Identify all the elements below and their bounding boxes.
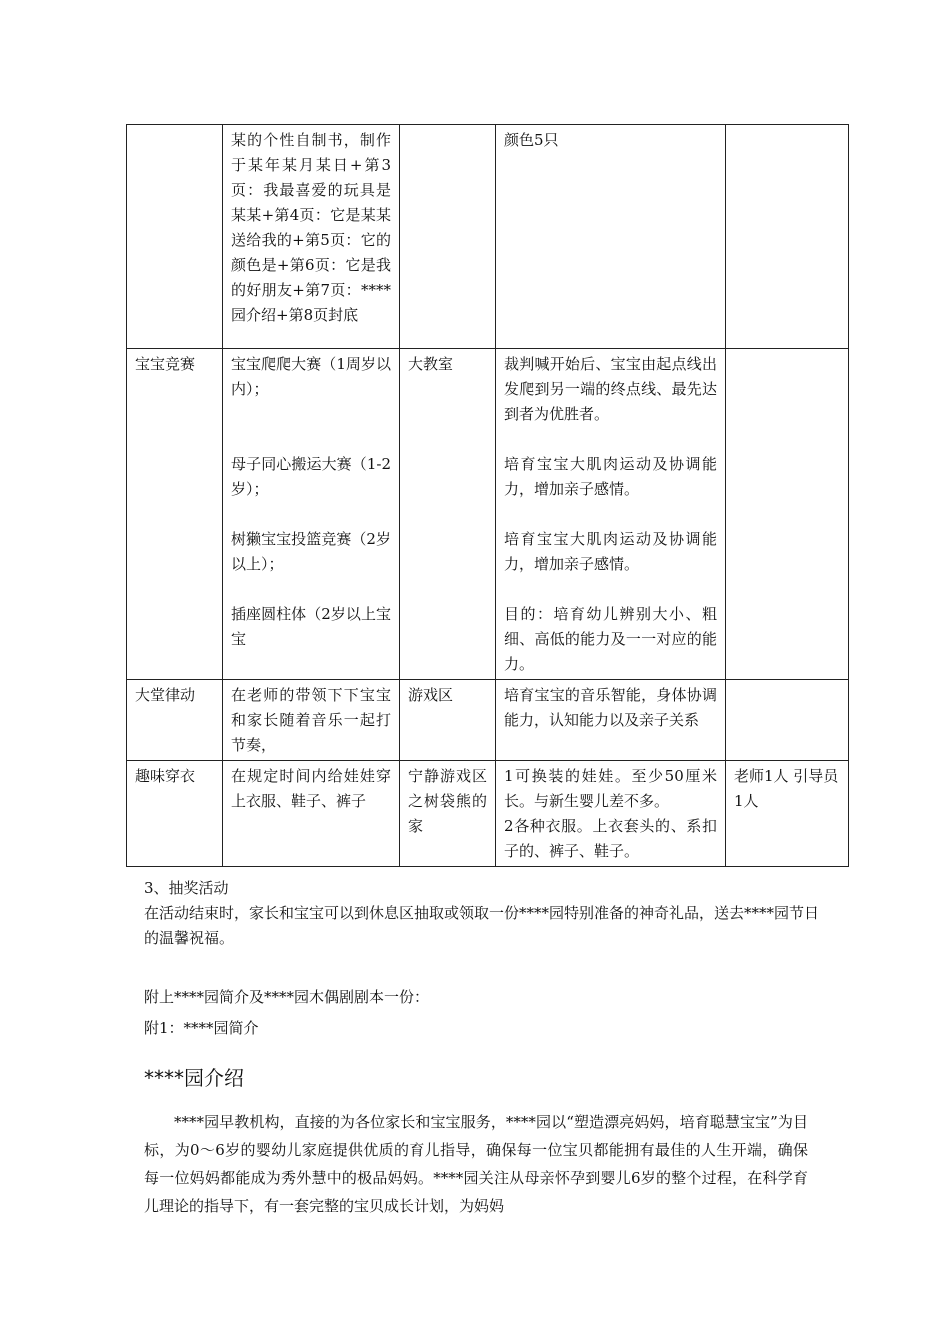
activity-details-cell [496,680,726,761]
intro-paragraph: ****园早教机构，直接的为各位家长和宝宝服务，****园以“塑造漂亮妈妈，培育聪慧宝宝”为目标，为0～6岁的婴幼儿家庭提供优质的育儿指导，确保每一位宝贝都能拥有最佳的人生开端，确保每一位妈妈都能成为秀外慧中的极品妈妈。****园关注从母亲怀孕到婴儿6岁的整个过程，在科学育儿理论的指导下，有一套完整的宝贝成长计划，为妈妈 [144,1113,808,1215]
table-row [127,761,849,867]
content-text: 在规定时间内给娃娃穿上衣服、鞋子、裤子 [231,767,391,810]
content-text: 某的个性自制书，制作于某年某月某日+第3页：我最喜爱的玩具是某某+第4页：它是某某送给我的+第5页：它的颜色是+第6页：它是我的好朋友+第7页：****园介绍+第8页封底 [231,131,391,324]
details-text: 培育宝宝大肌肉运动及协调能力，增加亲子感情。 [504,455,717,498]
section-paragraph: 在活动结束时，家长和宝宝可以到休息区抽取或领取一份****园特别准备的神奇礼品，送去****园节日的温馨祝福。 [144,904,820,947]
activity-location-cell: 大教室 [400,349,496,680]
content-text: 宝宝爬爬大赛（1周岁以内）； [231,355,391,398]
activity-table [126,124,849,867]
activity-location-cell: 宁静游戏区之树袋熊的家 [400,761,496,867]
activity-content-cell [223,761,400,867]
details-text: 1可换装的娃娃。至少50厘米长。与新生婴儿差不多。 [504,767,717,810]
activity-details-cell [496,125,726,349]
details-text: 培育宝宝大肌肉运动及协调能力，增加亲子感情。 [504,530,717,573]
activity-details-cell [496,761,726,867]
intro-heading: ****园介绍 [144,1066,244,1090]
details-text: 裁判喊开始后、宝宝由起点线出发爬到另一端的终点线、最先达到者为优胜者。 [504,355,717,423]
table-row [127,125,849,349]
activity-name-cell: 趣味穿衣 [127,761,223,867]
activity-name-cell [127,125,223,349]
activity-content-cell [223,349,400,680]
activity-staff-cell [726,349,849,680]
content-text: 母子同心搬运大赛（1-2岁）； [231,455,391,498]
details-text: 2各种衣服。上衣套头的、系扣子的、裤子、鞋子。 [504,817,717,860]
activity-location-cell: 游戏区 [400,680,496,761]
content-text: 在老师的带领下下宝宝和家长随着音乐一起打节奏， [231,686,391,754]
section-title: 3、抽奖活动 [144,879,229,897]
details-text: 颜色5只 [504,131,559,149]
activity-staff-cell [726,125,849,349]
content-text: 树獭宝宝投篮竞赛（2岁以上）； [231,530,391,573]
content-text: 插座圆柱体（2岁以上宝宝 [231,605,391,648]
activity-staff-cell: 老师1人 引导员1人 [726,761,849,867]
activity-name-cell: 大堂律动 [127,680,223,761]
details-text: 目的：培育幼儿辨别大小、粗细、高低的能力及一一对应的能力。 [504,605,717,673]
details-text: 培育宝宝的音乐智能，身体协调能力，认知能力以及亲子关系 [504,686,717,729]
activity-content-cell [223,125,400,349]
activity-name-cell: 宝宝竞赛 [127,349,223,680]
activity-staff-cell [726,680,849,761]
table-row [127,349,849,680]
attachment-label: 附1：****园简介 [144,1019,259,1037]
attachment-note: 附上****园简介及****园木偶剧剧本一份： [144,988,430,1006]
activity-details-cell [496,349,726,680]
activity-location-cell [400,125,496,349]
activity-content-cell [223,680,400,761]
table-row [127,680,849,761]
